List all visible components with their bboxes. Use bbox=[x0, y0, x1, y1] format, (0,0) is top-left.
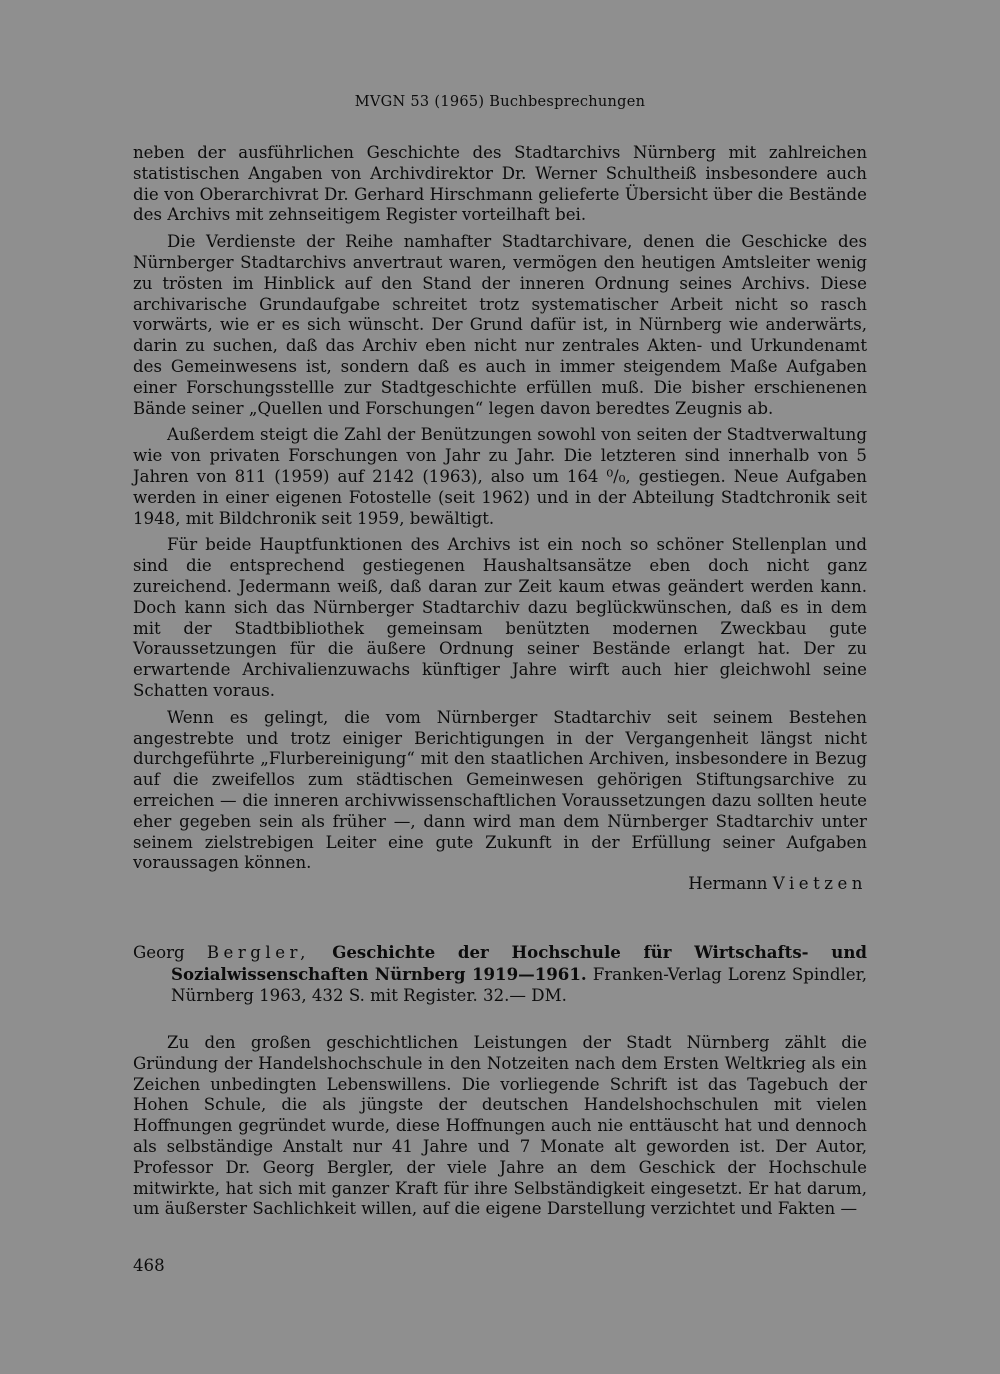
paragraph: Die Verdienste der Reihe namhafter Stadtarchivare, denen die Geschicke des Nürnberger Stadtarchivs anvertraut waren, vermögen den heutigen Amtsleiter wenig zu trösten im Hinblick auf den Stand der inneren Ordnung seines Archivs. Diese archivarische Grundaufgabe schreitet trotz systematischer Arbeit nicht so rasch vorwärts, wie er es sich wünscht. Der Grund dafür ist, in Nürnberg wie anderwärts, darin zu suchen, daß das Archiv eben nicht nur zentrales Akten- und Urkundenamt des Gemeinwesens ist, sondern daß es auch in immer steigendem Maße Aufgaben einer Forschungsstellle zur Stadtgeschichte erfüllen muß. Die bisher erschienenen Bände seiner „Quellen und Forschungen“ legen davon beredtes Zeugnis ab. bbox=[133, 232, 867, 418]
book-citation bbox=[133, 942, 867, 1007]
citation-entry bbox=[133, 942, 867, 1007]
citation-author-first: Georg bbox=[133, 943, 185, 962]
page-number: 468 bbox=[133, 1256, 165, 1275]
paragraph: Außerdem steigt die Zahl der Benützungen sowohl von seiten der Stadtverwaltung wie von privaten Forschungen von Jahr zu Jahr. Die letzteren sind innerhalb von 5 Jahren von 811 (1959) auf 2142 (1963), also um 164 ⁰/₀, gestiegen. Neue Aufgaben werden in einer eigenen Fotostelle (seit 1962) und in der Abteilung Stadtchronik seit 1948, mit Bildchronik seit 1959, bewältigt. bbox=[133, 425, 867, 528]
reviewer-signature bbox=[133, 874, 867, 895]
paragraph: Wenn es gelingt, die vom Nürnberger Stadtarchiv seit seinem Bestehen angestrebte und trotz einiger Berichtigungen in der Vergangenheit längst nicht durchgeführte „Flurbereinigung“ mit den staatlichen Archiven, insbesondere in Bezug auf die zweifellos zum städtischen Gemeinwesen gehörigen Stiftungsarchive zu erreichen — die inneren archivwissenschaftlichen Voraussetzungen dazu sollten heute eher gegeben sein als früher —, dann wird man dem Nürnberger Stadtarchiv unter seinem zielstrebigen Leiter eine gute Zukunft in der Erfüllung seiner Aufgaben voraussagen können. bbox=[133, 707, 867, 873]
paragraph: neben der ausführlichen Geschichte des Stadtarchivs Nürnberg mit zahlreichen statistischen Angaben von Archivdirektor Dr. Werner Schultheiß insbesondere auch die von Oberarchivrat Dr. Gerhard Hirschmann gelieferte Übersicht über die Bestände des Archivs mit zehnseitigem Register vorteilhaft bei. bbox=[133, 143, 867, 225]
running-head: MVGN 53 (1965) Buchbesprechungen bbox=[354, 94, 646, 110]
review-vietzen bbox=[133, 143, 867, 895]
citation-title: Geschichte der Hochschule für Wirtschafts- und Sozialwissenschaften Nürnberg 1919—1961. bbox=[171, 942, 868, 984]
citation-publication: Franken-Verlag Lorenz Spindler, Nürnberg 1963, 432 S. mit Register. 32.— DM. bbox=[171, 964, 867, 1005]
paragraph: Für beide Hauptfunktionen des Archivs ist ein noch so schöner Stellenplan und sind die entsprechend gestiegenen Haushaltsansätze eben doch nicht ganz zureichend. Jedermann weiß, daß daran zur Zeit kaum etwas geändert werden kann. Doch kann sich das Nürnberger Stadtarchiv dazu beglückwünschen, daß es in dem mit der Stadtbibliothek gemeinsam benützten modernen Zweckbau gute Voraussetzungen für die äußere Ordnung seiner Bestände erlangt hat. Der zu erwartende Archivalienzuwachs künftiger Jahre wirft auch hier gleichwohl seine Schatten voraus. bbox=[133, 535, 867, 700]
paragraph: Zu den großen geschichtlichen Leistungen der Stadt Nürnberg zählt die Gründung der Handelshochschule in den Notzeiten nach dem Ersten Weltkrieg als ein Zeichen unbedingten Lebenswillens. Die vorliegende Schrift ist das Tagebuch der Hohen Schule, die als jüngste der deutschen Handelshochschulen mit vielen Hoffnungen gegründet wurde, diese Hoffnungen auch nie enttäuscht hat und dennoch als selbständige Anstalt nur 41 Jahre und 7 Monate alt geworden ist. Der Autor, Professor Dr. Georg Bergler, der viele Jahre an dem Geschick der Hochschule mitwirkte, hat sich mit ganzer Kraft für ihre Selbständigkeit eingesetzt. Er hat darum, um äußerster Sachlichkeit willen, auf die eigene Darstellung verzichtet und Fakten — bbox=[133, 1033, 867, 1219]
citation-author-last: Bergler, bbox=[206, 943, 310, 962]
signature-first-name: Hermann bbox=[688, 874, 768, 894]
review-bergler bbox=[133, 1033, 867, 1220]
signature-last-name: Vietzen bbox=[772, 874, 867, 894]
